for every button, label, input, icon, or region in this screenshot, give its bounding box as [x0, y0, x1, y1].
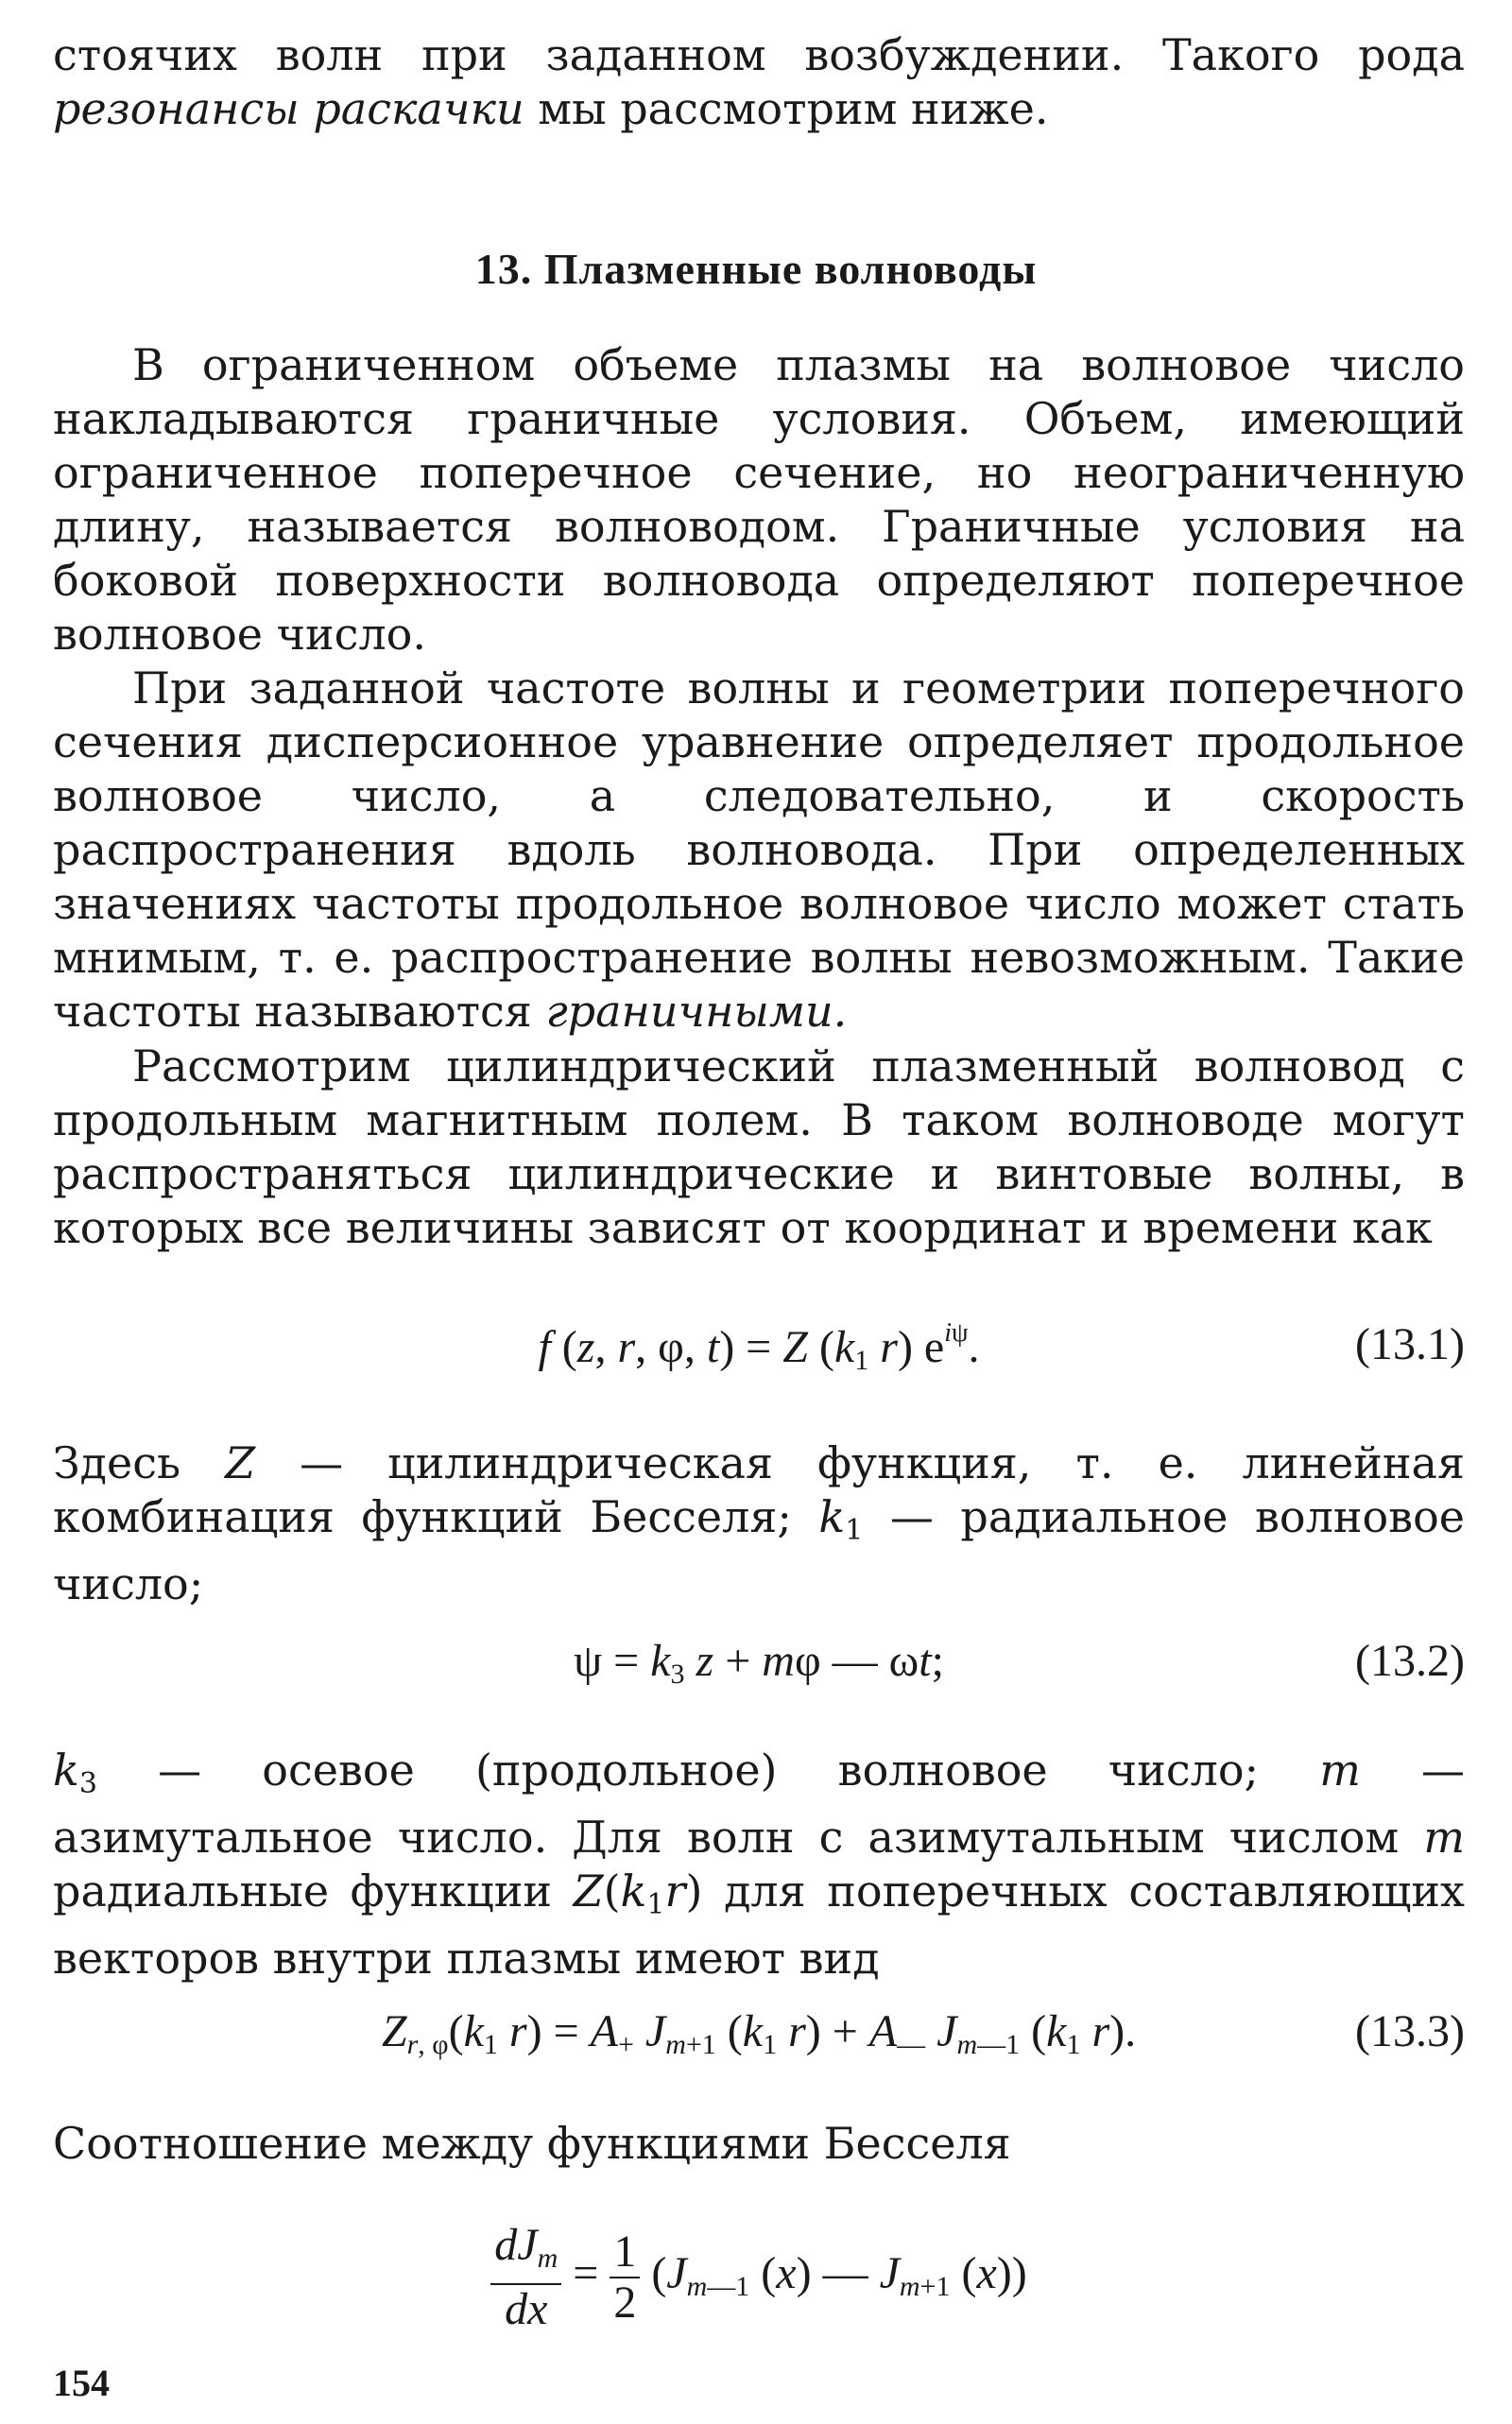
equation-bessel — [53, 2221, 1465, 2334]
equation-13-2 — [53, 1635, 1465, 1701]
formula: f (z, r, φ, t) = Z ($k_1$ r) $e^{i\psi}$. — [538, 1318, 980, 1376]
paragraph-1: В ограниченном объеме плазмы на волновое число накладываются граничные условия. Объем, имеющий ограниченное поперечное сечение, но неограниченную длину, называется волноводом. Граничные условия на боковой поверхности волновода определяют поперечное волновое число. — [53, 339, 1465, 660]
formula: $\frac{dJ_m}{dx}$ = $\frac{1}{2}$ ($J_{m—1}$ (x) — $J_{m+1}$ (x)) — [53, 2221, 1465, 2334]
page-number: 154 — [53, 2362, 110, 2404]
paragraph-3: Рассмотрим цилиндрический плазменный волновод с продольным магнитным полем. В таком волноводе могут распространяться цилиндрические и винтовые волны, в которых все величины зависят от координат и времени как — [53, 1040, 1465, 1253]
fraction: $\frac{dJ_m}{dx}$ — [490, 2221, 561, 2334]
fraction: $\frac{1}{2}$ — [610, 2227, 640, 2328]
paragraph-intro: стоячих волн при заданном возбуждении. Такого рода резонансы раскачки мы рассмотрим ниже. — [53, 29, 1465, 134]
italic-term: резонансы раскачки — [53, 83, 524, 134]
formula: $\psi = k_3$ z + mφ — ωt; — [574, 1636, 944, 1690]
equation-number: (13.2) — [1355, 1636, 1465, 1686]
paragraph-4: Здесь Z — цилиндрическая функция, т. е. линейная комбинация функций Бесселя; $k_1$ — радиальное волновое число; — [53, 1437, 1465, 1609]
paragraph-2: При заданной частоте волны и геометрии поперечного сечения дисперсионное уравнение определяет продольное волновое число, а следовательно, и скорость распространения вдоль волновода. При определенных значениях частоты продольное волновое число может стать мнимым, т. е. распространение волны невозможным. Такие частоты называются граничными. — [53, 662, 1465, 1037]
equation-number: (13.3) — [1355, 2006, 1465, 2056]
section-heading: 13. Плазменные волноводы — [474, 245, 1038, 293]
equation-13-3 — [53, 2005, 1465, 2072]
formula: $Z_{r, \varphi}(k_1$ $r) = A_+$ $J_{m+1}$ ($k_1$ $r) + A_—$ $J_{m—1}$ ($k_1$ r). — [381, 2006, 1137, 2060]
italic-term: граничными. — [545, 986, 848, 1037]
equation-number: (13.1) — [1355, 1319, 1465, 1369]
paragraph-5: $k_3$ — осевое (продольное) волновое число; m — азимутальное число. Для волн с азимутальным числом m радиальные функции $Z(k_1r)$ для поперечных составляющих векторов внутри плазмы имеют вид — [53, 1745, 1466, 1984]
equation-13-1 — [53, 1318, 1465, 1384]
paragraph-6: Соотношение между функциями Бесселя — [53, 2118, 1011, 2169]
